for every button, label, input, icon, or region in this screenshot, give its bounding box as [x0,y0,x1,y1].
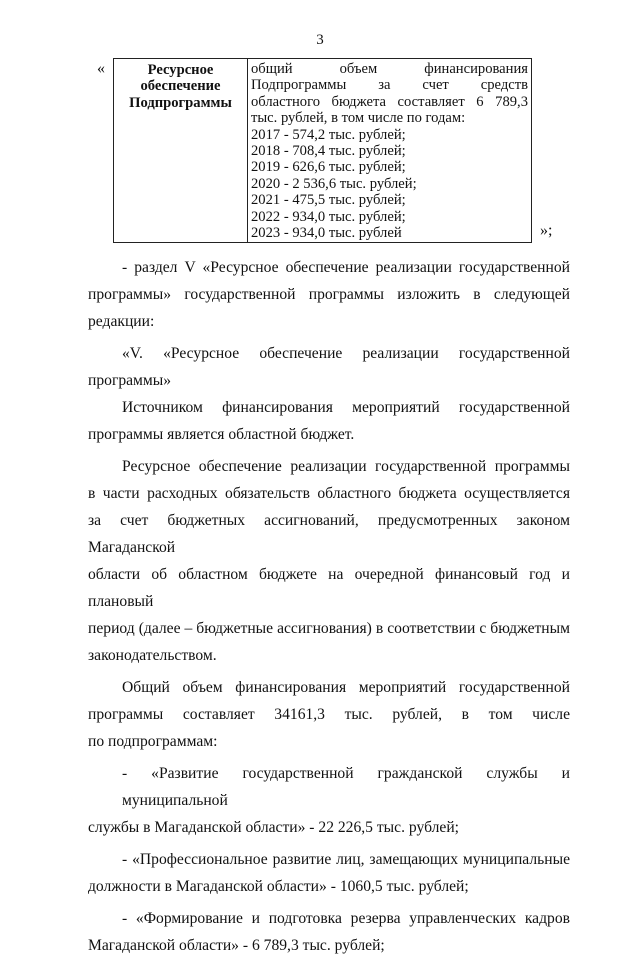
year-line: 2022 - 934,0 тыс. рублей; [251,208,406,225]
text-line: - «Развитие государственной гражданской службы и муниципальной [122,765,570,809]
label-line: обеспечение [140,78,221,95]
document-body [88,254,570,959]
table-label-cell [114,59,248,243]
text-line: законодательством. [88,647,217,664]
text-line: программы» [88,372,172,389]
text-line: области об областном бюджете на очередной финансовый год и плановый [88,566,570,610]
intro-line: общий объем финансирования [251,61,528,77]
paragraph-subprogram-2 [88,846,570,900]
intro-line: тыс. рублей, в том числе по годам: [251,110,466,127]
year-line: 2020 - 2 536,6 тыс. рублей; [251,175,417,192]
paragraph-section-v [88,254,570,335]
year-line: 2023 - 934,0 тыс. рублей [251,225,402,242]
text-line: редакции: [88,313,155,330]
text-line: - «Формирование и подготовка резерва управленческих кадров [122,910,570,927]
year-line: 2021 - 475,5 тыс. рублей; [251,192,406,209]
text-line: Источником финансирования мероприятий государственной [122,399,570,416]
text-line: по подпрограммам: [88,733,218,750]
intro-line: Подпрограммы за счет средств [251,77,528,94]
text-line: Ресурсное обеспечение реализации государственной программы [122,458,570,475]
year-line: 2017 - 574,2 тыс. рублей; [251,126,406,143]
year-line: 2019 - 626,6 тыс. рублей; [251,159,406,176]
closing-quote: »; [540,222,553,239]
text-line: службы в Магаданской области» - 22 226,5 тыс. рублей; [88,819,459,836]
table-row [114,59,532,243]
paragraph-subprogram-1 [88,760,570,841]
paragraph-source [88,394,570,448]
text-line: программы» государственной программы изложить в следующей [88,286,570,303]
text-line: программы составляет 34161,3 тыс. рублей, в том числе [88,706,570,723]
paragraph-resource [88,453,570,669]
resource-table [113,58,532,243]
table-value-cell [248,59,532,243]
year-line: 2018 - 708,4 тыс. рублей; [251,143,406,160]
text-line: - раздел V «Ресурсное обеспечение реализации государственной [122,259,570,276]
intro-line: областного бюджета составляет 6 789,3 [251,93,528,110]
text-line: программы является областной бюджет. [88,426,355,443]
label-line: Подпрограммы [129,94,232,111]
text-line: - «Профессиональное развитие лиц, замещающих муниципальные [122,851,570,868]
paragraph-heading [88,340,570,394]
text-line: Магаданской области» - 6 789,3 тыс. рублей; [88,937,385,954]
text-line: за счет бюджетных ассигнований, предусмотренных законом Магаданской [88,512,570,556]
text-line: период (далее – бюджетные ассигнования) в соответствии с бюджетным [88,620,570,637]
text-line: в части расходных обязательств областного бюджета осуществляется [88,485,570,502]
paragraph-total [88,674,570,755]
text-line: Общий объем финансирования мероприятий государственной [122,679,570,696]
text-line: «V. «Ресурсное обеспечение реализации государственной [122,345,570,362]
text-line: должности в Магаданской области» - 1060,5 тыс. рублей; [88,878,469,895]
page-number: 3 [316,32,324,48]
paragraph-subprogram-3 [88,905,570,959]
label-line: Ресурсное [147,62,214,78]
opening-quote: « [97,60,105,77]
